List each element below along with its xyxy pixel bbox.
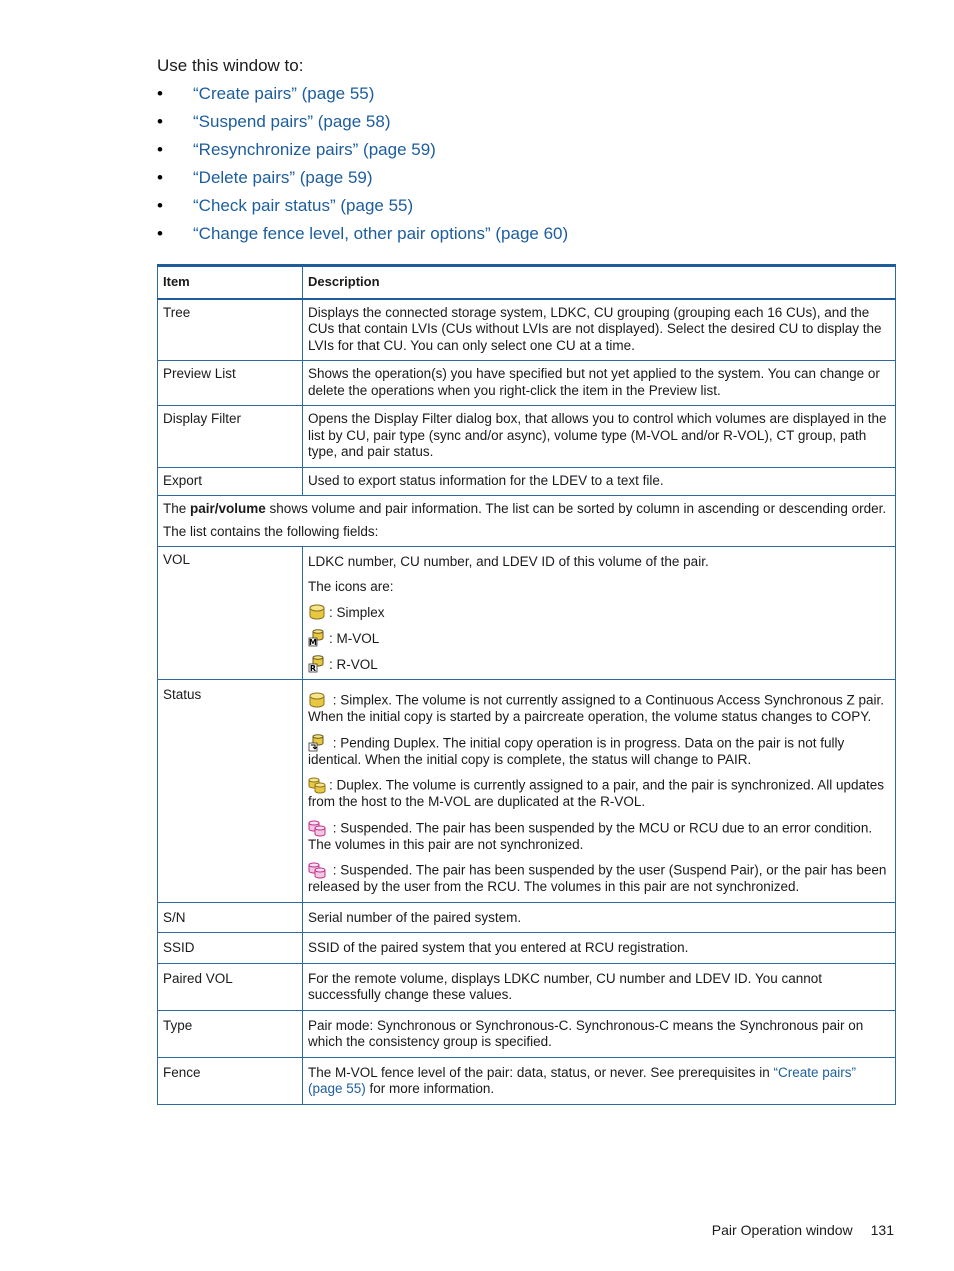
fence-text-post: for more information. xyxy=(365,1081,495,1096)
row-item: Paired VOL xyxy=(158,963,303,1010)
intro-section xyxy=(157,54,568,250)
status-text: : Pending Duplex. The initial copy operation is in progress. Data on the pair is not fully identical. When the initial copy is complete, the status will change to PAIR. xyxy=(308,735,845,767)
row-description xyxy=(303,680,896,903)
icon-legend-text: : R-VOL xyxy=(329,656,378,672)
fields-intro: The list contains the following fields: xyxy=(163,523,379,539)
row-item: Export xyxy=(158,467,303,496)
simplex-volume-icon xyxy=(308,603,326,621)
table-row xyxy=(158,361,896,406)
row-description: Serial number of the paired system. xyxy=(303,902,896,933)
note-post: shows volume and pair information. The list can be sorted by column in ascending or descending order. xyxy=(265,501,887,516)
intro-lead: Use this window to: xyxy=(157,56,304,75)
row-description: SSID of the paired system that you entered at RCU registration. xyxy=(303,933,896,964)
svg-text:M: M xyxy=(309,638,317,647)
status-suspended-error xyxy=(308,819,890,854)
m-vol-icon xyxy=(308,629,326,647)
suspended-user-icon xyxy=(308,861,326,879)
row-item: Fence xyxy=(158,1057,303,1104)
bullet-icon: • xyxy=(157,168,163,187)
row-description xyxy=(303,1057,896,1104)
row-description xyxy=(303,547,896,680)
row-item: Display Filter xyxy=(158,406,303,468)
table-row xyxy=(158,1057,896,1104)
row-description: Pair mode: Synchronous or Synchronous-C. Synchronous-C means the Synchronous pair on which the consistency group is specified. xyxy=(303,1010,896,1057)
check-pair-status-link[interactable]: “Check pair status” (page 55) xyxy=(193,196,414,215)
suspended-error-icon xyxy=(308,819,326,837)
row-description: Used to export status information for the LDEV to a text file. xyxy=(303,467,896,496)
list-item xyxy=(157,110,568,138)
delete-pairs-link[interactable]: “Delete pairs” (page 59) xyxy=(193,168,373,187)
table-row xyxy=(158,406,896,468)
bullet-icon: • xyxy=(157,84,163,103)
table-row xyxy=(158,467,896,496)
row-item: Status xyxy=(158,680,303,903)
icon-legend-r-vol xyxy=(308,655,890,673)
icon-legend-m-vol xyxy=(308,629,890,647)
footer-title: Pair Operation window xyxy=(711,1222,853,1238)
list-item xyxy=(157,222,568,250)
table-row xyxy=(158,547,896,680)
table-row xyxy=(158,933,896,964)
resynchronize-pairs-link[interactable]: “Resynchronize pairs” (page 59) xyxy=(193,140,436,159)
description-table xyxy=(157,264,896,1105)
duplex-icon xyxy=(308,776,326,794)
icon-legend-text: : Simplex xyxy=(329,604,385,620)
status-text: : Simplex. The volume is not currently assigned to a Continuous Access Synchronous Z pair. When the initial copy is started by a paircreate operation, the volume status changes to COPY. xyxy=(308,692,885,724)
page-footer xyxy=(712,1222,894,1238)
row-item: VOL xyxy=(158,547,303,680)
r-vol-icon xyxy=(308,655,326,673)
status-duplex xyxy=(308,776,890,811)
status-suspended-user xyxy=(308,861,890,896)
suspend-pairs-link[interactable]: “Suspend pairs” (page 58) xyxy=(193,112,391,131)
status-simplex xyxy=(308,691,890,726)
status-text: : Suspended. The pair has been suspended by the MCU or RCU due to an error condition. The volumes in this pair are not synchronized. xyxy=(308,820,873,852)
table-row xyxy=(158,1010,896,1057)
table-row xyxy=(158,902,896,933)
header-item: Item xyxy=(158,266,303,299)
list-item xyxy=(157,166,568,194)
vol-line-1: LDKC number, CU number, and LDEV ID of this volume of the pair. xyxy=(308,554,709,569)
bullet-icon: • xyxy=(157,196,163,215)
change-fence-level-link[interactable]: “Change fence level, other pair options” (page 60) xyxy=(193,224,569,243)
row-description: Displays the connected storage system, LDKC, CU grouping (grouping each 16 CUs), and the CUs that contain LVIs (CUs without LVIs are not displayed). Select the desired CU to display the LVIs for that CU. You can only select one CU at a time. xyxy=(303,299,896,361)
list-item xyxy=(157,194,568,222)
row-item: Type xyxy=(158,1010,303,1057)
header-description: Description xyxy=(303,266,896,299)
bullet-icon: • xyxy=(157,140,163,159)
table-span-row xyxy=(158,496,896,547)
bullet-icon: • xyxy=(157,224,163,243)
pair-volume-intro xyxy=(163,501,890,518)
bullet-icon: • xyxy=(157,112,163,131)
status-text: : Suspended. The pair has been suspended by the user (Suspend Pair), or the pair has been released by the user from the RCU. The volumes in this pair are not synchronized. xyxy=(308,862,887,894)
list-item xyxy=(157,82,568,110)
create-pairs-link[interactable]: “Create pairs” (page 55) xyxy=(308,1064,857,1096)
list-item xyxy=(157,138,568,166)
pair-volume-note xyxy=(158,496,896,547)
fence-text-pre: The M-VOL fence level of the pair: data, status, or never. See prerequisites in xyxy=(308,1064,774,1080)
table-row xyxy=(158,963,896,1010)
svg-text:R: R xyxy=(309,664,317,673)
row-item: S/N xyxy=(158,902,303,933)
status-pending-duplex xyxy=(308,734,890,769)
pending-duplex-icon xyxy=(308,734,326,752)
create-pairs-link[interactable]: “Create pairs” (page 55) xyxy=(193,84,375,103)
table-row xyxy=(158,680,896,903)
table-header-row xyxy=(158,266,896,299)
row-description: Opens the Display Filter dialog box, that allows you to control which volumes are displayed in the list by CU, pair type (sync and/or async), volume type (M-VOL and/or R-VOL), CT group, path type, and pair status. xyxy=(303,406,896,468)
icon-legend-simplex xyxy=(308,603,890,621)
status-text: : Duplex. The volume is currently assigned to a pair, and the pair is synchronized. All updates from the host to the M-VOL are duplicated at the R-VOL. xyxy=(308,777,885,809)
link-list xyxy=(157,82,568,250)
icon-legend-text: : M-VOL xyxy=(329,630,380,646)
row-item: Tree xyxy=(158,299,303,361)
row-item: SSID xyxy=(158,933,303,964)
row-description: Shows the operation(s) you have specified but not yet applied to the system. You can change or delete the operations when you right-click the item in the Preview list. xyxy=(303,361,896,406)
vol-line-2: The icons are: xyxy=(308,578,394,594)
note-bold: pair/volume xyxy=(190,501,266,516)
note-pre: The xyxy=(163,501,191,516)
row-description: For the remote volume, displays LDKC number, CU number and LDEV ID. You cannot successfully change these values. xyxy=(303,963,896,1010)
row-item: Preview List xyxy=(158,361,303,406)
table-row xyxy=(158,299,896,361)
simplex-status-icon xyxy=(308,691,326,709)
page-number: 131 xyxy=(870,1222,894,1238)
